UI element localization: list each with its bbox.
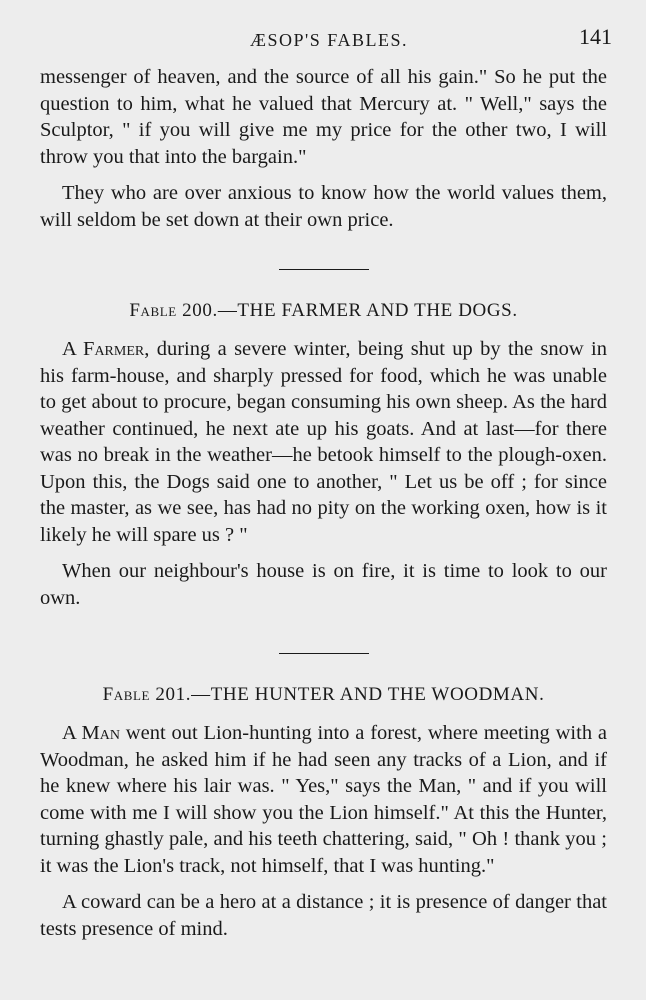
fable-text: during a severe winter, being shut up by the snow in his farm-house, and sharply pressed for food, which he was unable to get about to procure, began consuming his own sheep. As the hard weather continued, he next ate up his goats. And at last—for there was no break in the weather—he betook himself to the plough-oxen. Upon this, the Dogs said one to another, " Let us be off ; for since the master, as we see, has had no pity on the working oxen, how is it likely he will spare us ? " bbox=[40, 338, 607, 546]
section-divider bbox=[279, 653, 369, 654]
fable-body bbox=[40, 336, 607, 548]
page-content bbox=[40, 64, 607, 942]
fable-moral: A coward can be a hero at a distance ; it is presence of danger that tests presence of mind. bbox=[40, 891, 607, 940]
fable-heading bbox=[40, 684, 607, 706]
fable-number: Fable 200. bbox=[129, 300, 218, 321]
fable-title: —THE FARMER AND THE DOGS. bbox=[217, 300, 518, 321]
fable-lead: A Man bbox=[62, 722, 120, 744]
moral-paragraph: They who are over anxious to know how the world values them, will seldom be set down at their own price. bbox=[40, 182, 607, 231]
fable-body bbox=[40, 720, 607, 879]
fable-lead: A Farmer, bbox=[62, 338, 150, 360]
continued-paragraph: messenger of heaven, and the source of all his gain." So he put the question to him, what he valued that Mercury at. " Well," says the Sculptor, " if you will give me my price for the other two, I will throw you that into the bargain." bbox=[40, 66, 607, 168]
fable-text: went out Lion-hunting into a forest, where meeting with a Woodman, he asked him if he had seen any tracks of a Lion, and if he knew where his lair was. " Yes," says the Man, " and if you will come with me I will show you the Lion himself." At this the Hunter, turning ghastly pale, and his teeth chattering, said, " Oh ! thank you ; it was the Lion's track, not himself, that I was hunting." bbox=[40, 722, 607, 877]
fable-title: —THE HUNTER AND THE WOODMAN. bbox=[191, 684, 545, 705]
section-divider bbox=[279, 269, 369, 270]
running-head bbox=[0, 24, 646, 54]
fable-moral: When our neighbour's house is on fire, it is time to look to our own. bbox=[40, 560, 607, 609]
running-title: ÆSOP'S FABLES. bbox=[250, 30, 408, 50]
fable-number: Fable 201. bbox=[102, 684, 192, 705]
fable-heading bbox=[40, 300, 607, 322]
page-number: 141 bbox=[579, 24, 612, 49]
